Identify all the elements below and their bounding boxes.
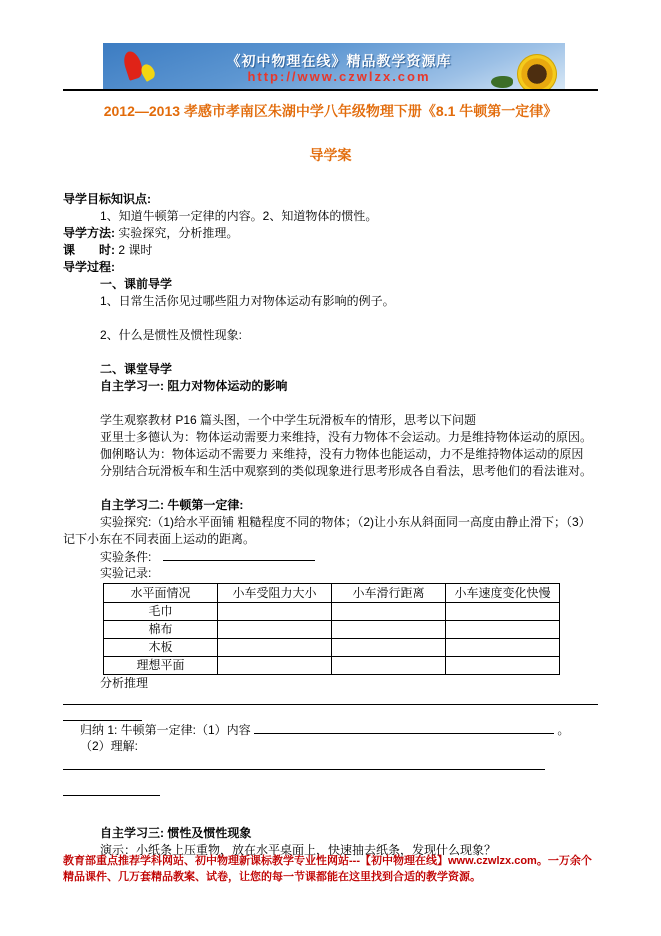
site-footer-text: 教育部重点推荐学科网站、初中物理新课标教学专业性网站---【初中物理在线】www.czwlzx.com。一万余个精品课件、几万套精品教案、试卷，让您的每一节课都能在这里找到合适的教学资源。	[63, 855, 592, 883]
experiment-record-label: 实验记录:	[100, 566, 152, 580]
table-row	[104, 621, 560, 639]
empty-cell	[332, 639, 446, 657]
study1-paragraph-3: 伽俐略认为：物体运动不需要力 来维持，没有力物体也能运动，力不是维持物体运动的原因	[100, 447, 584, 461]
method-line	[63, 225, 598, 242]
empty-cell	[218, 621, 332, 639]
pre-class-heading: 一、课前导学	[100, 277, 173, 291]
experiment-condition-label: 实验条件:	[100, 550, 152, 564]
pre-class-question-2: 2、什么是惯性及惯性现象:	[100, 328, 243, 342]
table-header-row	[104, 584, 560, 603]
empty-cell	[446, 621, 560, 639]
banner-site-url: http://www.czwlzx.com	[247, 69, 431, 84]
study1-paragraph-4: 分别结合玩滑板车和生活中观察到的类似现象进行思考形成各自看法，思考他们的看法谁对。	[100, 464, 593, 478]
surface-cell: 理想平面	[104, 657, 218, 675]
summary1-blank-line	[254, 721, 554, 734]
class-heading: 二、课堂导学	[100, 362, 173, 376]
study1-heading: 自主学习一: 阻力对物体运动的影响	[100, 379, 288, 393]
page-title-line2: 导学案	[309, 147, 352, 163]
pre-class-question-1: 1、日常生活你见过哪些阻力对物体运动有影响的例子。	[100, 294, 395, 308]
empty-cell	[218, 603, 332, 621]
empty-cell	[332, 657, 446, 675]
leaves-icon	[491, 76, 513, 88]
empty-cell	[218, 639, 332, 657]
empty-cell	[332, 603, 446, 621]
empty-cell	[446, 639, 560, 657]
table-row	[104, 639, 560, 657]
surface-cell: 毛巾	[104, 603, 218, 621]
site-logo-icon	[125, 51, 165, 85]
experiment-table	[103, 583, 560, 675]
col-surface: 水平面情况	[104, 584, 218, 603]
goal-knowledge-text: 1、知道牛顿第一定律的内容。2、知道物体的惯性。	[100, 209, 378, 223]
page-title-line1: 2012—2013 孝感市孝南区朱湖中学八年级物理下册《8.1 牛顿第一定律》	[103, 103, 558, 119]
method-text: 实验探究，分析推理。	[118, 226, 239, 240]
sunflower-icon	[517, 54, 557, 90]
period-line	[63, 242, 598, 259]
study2-paragraph-1: 实验探究:（1)给水平面铺 粗糙程度不同的物体；（2)让小东从斜面同一高度由静止滑下；（3）	[100, 515, 591, 529]
empty-cell	[446, 657, 560, 675]
banner-divider	[63, 89, 598, 91]
goal-knowledge-label: 导学目标知识点:	[63, 192, 151, 206]
summary2-label: （2）理解:	[80, 739, 139, 753]
summary1-period: 。	[557, 723, 570, 737]
condition-blank-line	[163, 548, 315, 561]
banner-site-title: 《初中物理在线》精品教学资源库	[226, 53, 452, 69]
study3-heading: 自主学习三: 惯性及惯性现象	[100, 826, 252, 840]
analysis-label: 分析推理	[100, 676, 149, 690]
col-resistance: 小车受阻力大小	[218, 584, 332, 603]
answer-line-short-1	[63, 705, 142, 721]
site-banner	[103, 43, 565, 90]
table-row	[104, 603, 560, 621]
process-label: 导学过程:	[63, 260, 115, 274]
logo-red-flame-icon	[121, 49, 145, 81]
period-text: 2 课时	[118, 243, 153, 257]
surface-cell: 木板	[104, 639, 218, 657]
study2-heading: 自主学习二: 牛顿第一定律:	[100, 498, 244, 512]
table-row	[104, 657, 560, 675]
study1-paragraph-2: 亚里士多德认为：物体运动需要力来维持，没有力物体不会运动。力是维持物体运动的原因。	[100, 430, 593, 444]
col-speed-change: 小车速度变化快慢	[446, 584, 560, 603]
method-label: 导学方法:	[63, 226, 115, 240]
col-distance: 小车滑行距离	[332, 584, 446, 603]
study3-paragraph-1: 演示：小纸条上压重物，放在水平桌面上，快速抽去纸条，发现什么现象？	[100, 843, 497, 857]
period-label: 课 时:	[63, 243, 115, 257]
study1-paragraph-1: 学生观察教材 P16 篇头图，一个中学生玩滑板车的情形，思考以下问题	[100, 413, 477, 427]
study2-paragraph-2: 记下小东在不同表面上运动的距离。	[63, 532, 256, 546]
answer-line-long-2	[63, 755, 545, 770]
summary1-label: 归纳 1: 牛顿第一定律:（1）内容	[80, 723, 251, 737]
document-body	[63, 191, 598, 859]
empty-cell	[446, 603, 560, 621]
empty-cell	[332, 621, 446, 639]
summary1-line	[63, 721, 598, 738]
surface-cell: 棉布	[104, 621, 218, 639]
experiment-condition-line	[63, 548, 598, 565]
empty-cell	[218, 657, 332, 675]
answer-line-long-1	[63, 692, 598, 705]
answer-line-short-2	[63, 770, 160, 796]
